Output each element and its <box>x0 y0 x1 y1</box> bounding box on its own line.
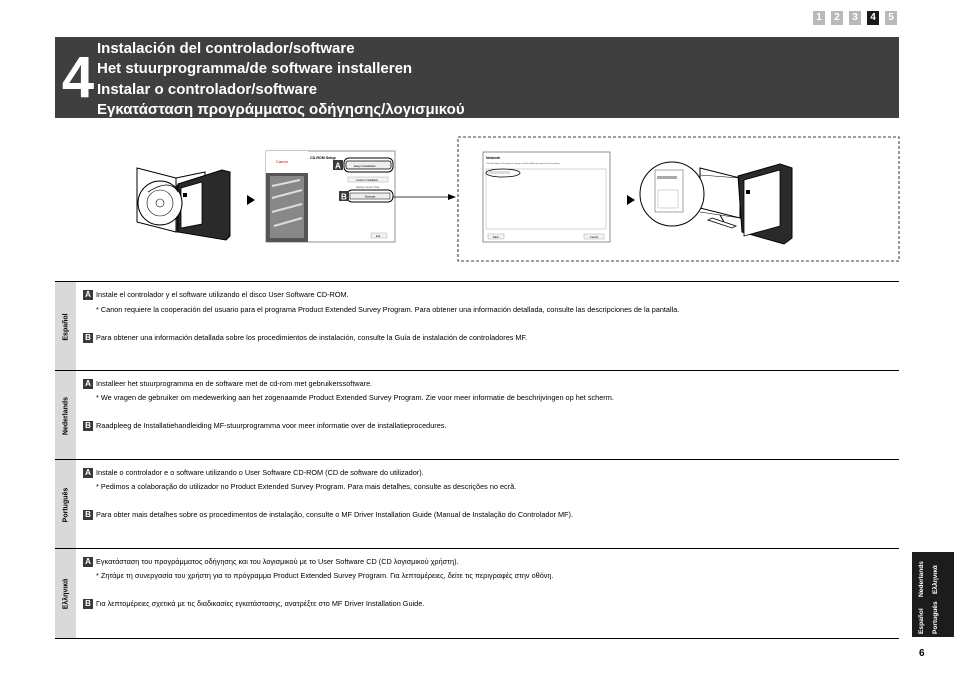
side-lang-pt[interactable]: Português <box>932 601 939 634</box>
badge-b: B <box>83 333 93 343</box>
section-pt <box>55 459 899 549</box>
step-b-text: Para obtener una información detallada sobre los procedimientos de instalación, consulte la Guía de instalación de controladores MF. <box>96 333 528 342</box>
step-a-nl <box>83 379 372 389</box>
easy-install-label: Easy Installation <box>354 164 376 168</box>
arrow-icon-1 <box>247 195 255 205</box>
note-text: * Ζητάμε τη συνεργασία του χρήστη για το πρόγραμμα Product Extended Survey Program. Για λεπτομέρειες, δείτε τις περιγραφές στην οθόνη. <box>96 571 554 580</box>
badge-b: B <box>83 599 93 609</box>
survey-back-label: Back <box>493 235 499 239</box>
page-tab-5[interactable]: 5 <box>885 11 897 25</box>
language-label: Nederlands <box>62 396 69 435</box>
title-nl: Het stuurprogramma/de software installeren <box>97 60 413 78</box>
survey-body: Click the button of the network settings, and then follow the instruction of the dialog. <box>486 163 560 165</box>
badge-a: A <box>83 290 93 300</box>
survey-cancel-label: Cancel <box>590 235 599 239</box>
page-tab-4[interactable]: 4 <box>867 11 879 25</box>
step-a-text: Instale el controlador y el software utilizando el disco User Software CD-ROM. <box>96 290 349 299</box>
bottom-rule <box>55 638 899 639</box>
step-b-es <box>83 333 527 343</box>
badge-b: B <box>83 510 93 520</box>
step-a-el <box>83 557 459 567</box>
step-b-pt <box>83 510 573 520</box>
badge-b: B <box>83 421 93 431</box>
page-tab-3[interactable]: 3 <box>849 11 861 25</box>
step-a-text: Instale o controlador e o software utilizando o User Software CD-ROM (CD de software do utilizador). <box>96 468 424 477</box>
step-b-nl <box>83 421 446 431</box>
step-header <box>55 37 899 118</box>
language-tab-el <box>55 549 76 639</box>
survey-window <box>483 152 610 242</box>
computer-with-screen-icon <box>640 162 792 244</box>
side-lang-nl[interactable]: Nederlands <box>918 561 925 597</box>
display-manual-label: Display manual / Help <box>356 186 380 189</box>
page-number: 6 <box>919 648 925 659</box>
cd-title: CD-ROM Setup <box>310 156 336 160</box>
language-label: Ελληνικά <box>62 578 69 610</box>
exit-label: Exit <box>376 234 381 238</box>
badge-a: A <box>83 557 93 567</box>
step-b-el <box>83 599 424 609</box>
language-label: Português <box>62 487 69 522</box>
step-a-text: Εγκατάσταση του προγράμματος οδήγησης και του λογισμικού με το User Software CD (CD λογισμικού χρήστη). <box>96 557 459 566</box>
manuals-label: Manuals <box>365 194 376 199</box>
step-b-text: Για λεπτομέρειες σχετικά με τις διαδικασίες εγκατάστασης, ανατρέξτε στο MF Driver Installation Guide. <box>96 599 425 608</box>
step-a-es <box>83 290 349 300</box>
language-index-box <box>912 552 954 637</box>
language-label: Español <box>62 312 69 341</box>
section-el <box>55 548 899 639</box>
title-el: Εγκατάσταση προγράμματος οδήγησης/λογισμικού <box>97 100 465 118</box>
badge-a: A <box>83 379 93 389</box>
page-tab-2[interactable]: 2 <box>831 11 843 25</box>
step-a-text: Installeer het stuurprogramma en de software met de cd-rom met gebruikerssoftware. <box>96 379 373 388</box>
custom-install-label: Custom Installation <box>356 178 379 182</box>
brand-text: Canon <box>276 159 288 164</box>
note-text: * Pedimos a colaboração do utilizador no Product Extended Survey Program. Para mais detalhes, consulte as descrições no ecrã. <box>96 482 517 491</box>
arrow-icon-3 <box>627 195 635 205</box>
marker-b: B <box>341 192 347 202</box>
step-number: 4 <box>61 45 95 110</box>
step-a-pt <box>83 468 424 478</box>
cd-menu-window <box>266 151 395 242</box>
step-b-text: Para obter mais detalhes sobre os procedimentos de instalação, consulte o MF Driver Installation Guide (Manual de Instalação do Controlador MF). <box>96 510 573 519</box>
note-text: * Canon requiere la cooperación del usuario para el programa Product Extended Survey Program. Para obtener una información detallada, consulte las descripciones de la pantalla. <box>96 305 680 314</box>
title-es: Instalación del controlador/software <box>97 40 355 57</box>
language-tab-pt <box>55 460 76 549</box>
survey-title: Network <box>486 156 501 160</box>
language-tab-nl <box>55 371 76 460</box>
computer-with-cd-icon <box>137 168 230 240</box>
note-text: * We vragen de gebruiker om medewerking aan het zogenaamde Product Extended Survey Program. Zie voor meer informatie de beschrijvingen op het scherm. <box>96 393 614 402</box>
section-nl <box>55 370 899 460</box>
badge-a: A <box>83 468 93 478</box>
page-tabs <box>813 11 897 25</box>
title-pt: Instalar o controlador/software <box>97 80 318 98</box>
page-tab-1[interactable]: 1 <box>813 11 825 25</box>
arrow-icon-2 <box>448 194 456 200</box>
side-lang-el[interactable]: Ελληνικά <box>932 565 939 594</box>
step-titles <box>97 39 465 120</box>
step-b-text: Raadpleeg de Installatiehandleiding MF-stuurprogramma voor meer informatie over de installatieprocedures. <box>96 421 447 430</box>
section-es <box>55 281 899 371</box>
marker-a: A <box>335 161 341 171</box>
language-tab-es <box>55 282 76 371</box>
side-lang-es[interactable]: Español <box>918 608 925 634</box>
